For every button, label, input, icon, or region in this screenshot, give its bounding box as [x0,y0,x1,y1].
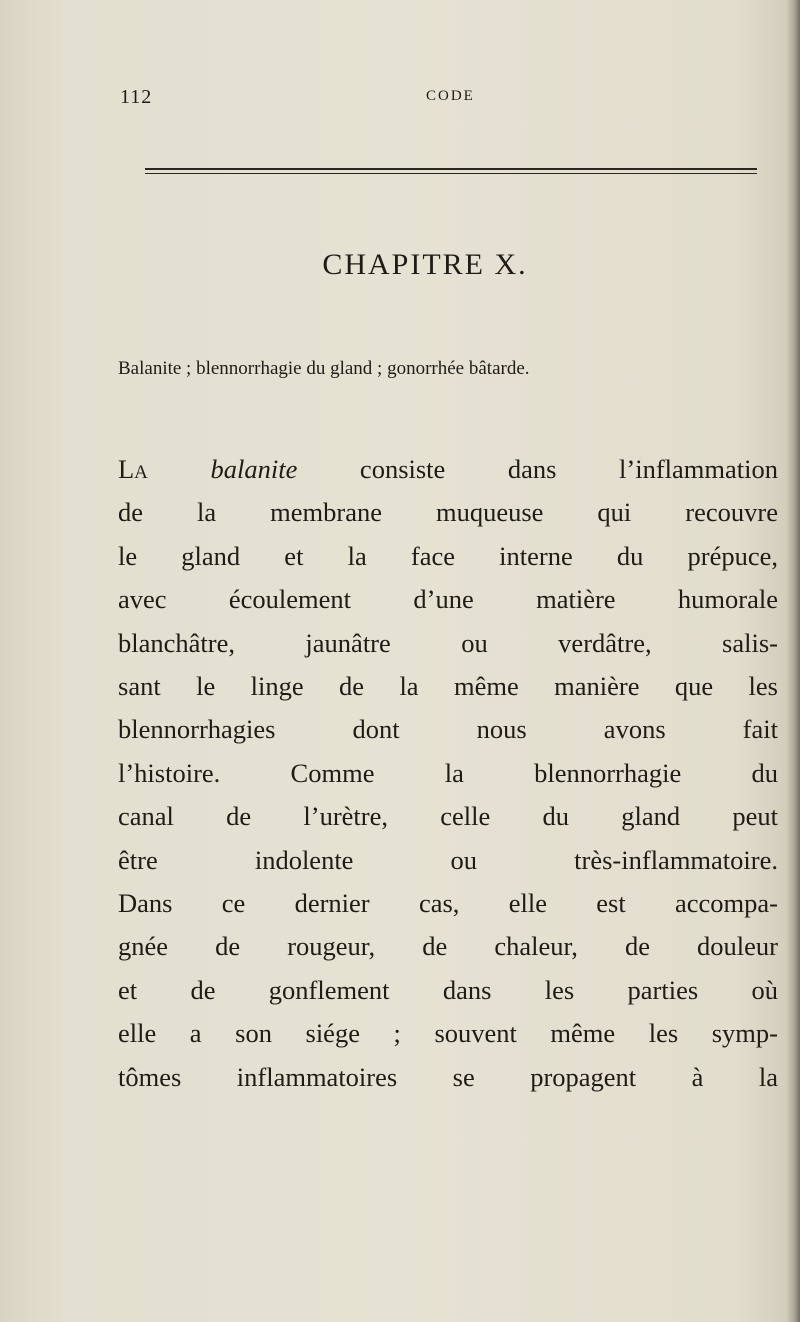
body-line: le gland et la face interne du prépuce, [118,540,778,571]
body-paragraph [118,448,778,1099]
body-line: tômes inflammatoires se propagent à la [118,1061,778,1092]
body-line: gnée de rougeur, de chaleur, de douleur [118,931,778,962]
running-title: CODE [426,88,475,104]
running-head [120,86,760,114]
body-line: sant le linge de la même manière que les [118,671,778,702]
body-line: blennorrhagies dont nous avons fait [118,714,778,745]
body-line-1 [118,448,778,491]
header-rule-thick [145,168,757,170]
body-line: et de gonflement dans les parties où [118,974,778,1005]
body-line: avec écoulement d’une matière humorale [118,584,778,615]
header-rule-thin [145,173,757,174]
body-line: Dans ce dernier cas, elle est accompa- [118,888,778,919]
body-line: canal de l’urètre, celle du gland peut [118,801,778,832]
opening-word: La [118,454,148,484]
chapter-subtitle: Balanite ; blennorrhagie du gland ; gonorrhée bâtarde. [118,358,530,379]
body-line: l’histoire. Comme la blennorrhagie du [118,757,778,788]
body-line: être indolente ou très-inflammatoire. [118,844,778,875]
line-1-rest: consiste dans l’inflammation [297,454,778,484]
body-line: elle a son siége ; souvent même les symp- [118,1018,778,1049]
body-line: blanchâtre, jaunâtre ou verdâtre, salis- [118,627,778,658]
chapter-title: CHAPITRE X. [322,248,528,281]
page-edge-shadow [786,0,800,1322]
term-balanite: balanite [210,454,298,484]
body-line: de la membrane muqueuse qui recouvre [118,497,778,528]
page-number: 112 [120,86,153,108]
